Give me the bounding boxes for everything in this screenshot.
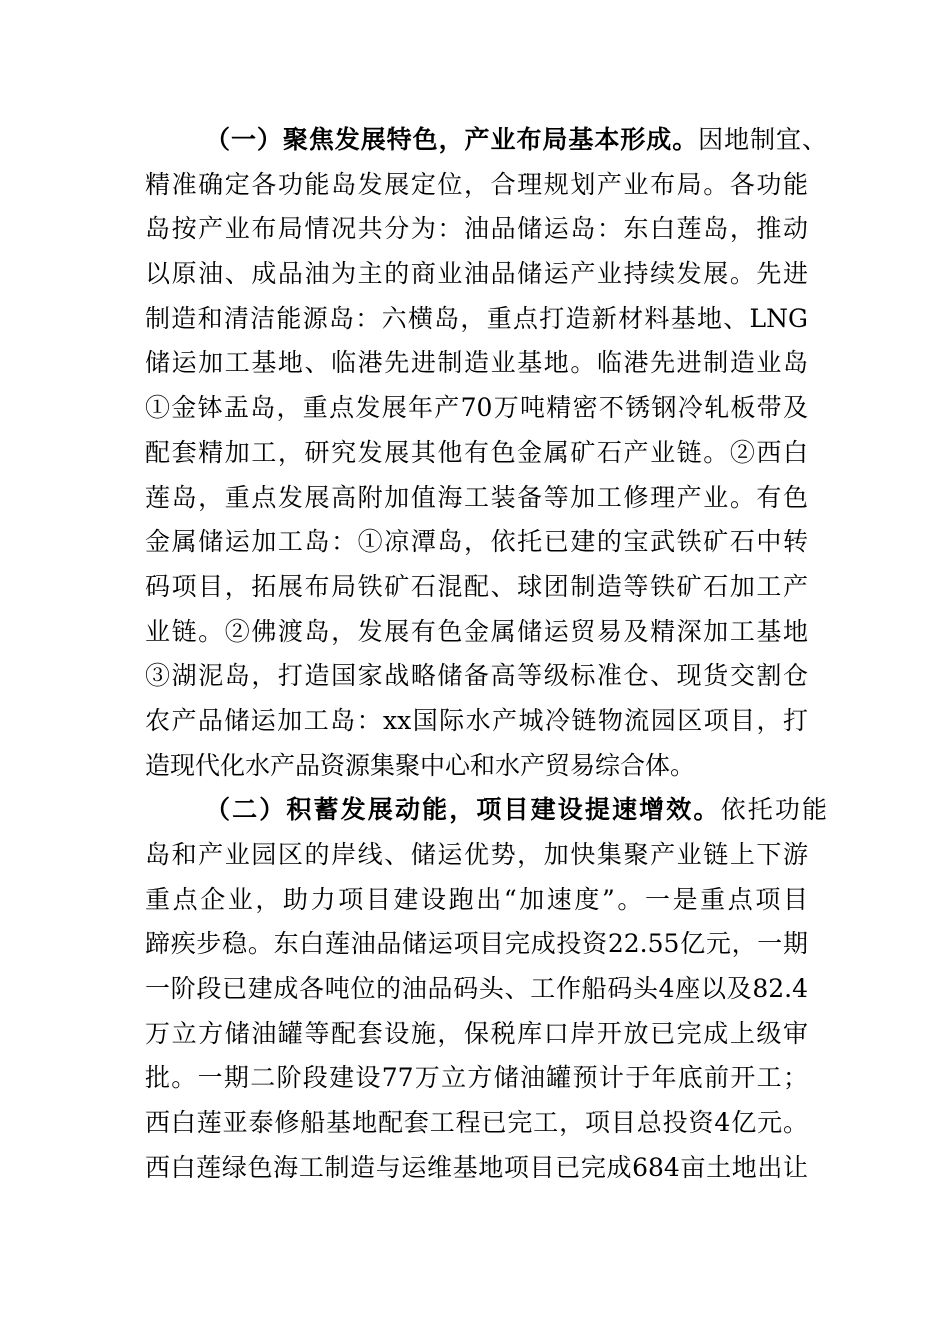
- text-line: 精准确定各功能岛发展定位，合理规划产业布局。各功能: [145, 169, 808, 199]
- paragraph-2-line-1: [205, 788, 827, 833]
- text: 依托功能: [720, 795, 827, 825]
- document-page: [145, 118, 827, 1191]
- text-line: 储运加工基地、临港先进制造业基地。临港先进制造业岛: [145, 348, 808, 378]
- text-line: 批。一期二阶段建设77万立方储油罐预计于年底前开工；: [145, 1063, 808, 1093]
- text-line: 金属储运加工岛：①凉潭岛，依托已建的宝武铁矿石中转: [145, 527, 808, 557]
- text-line: 西白莲绿色海工制造与运维基地项目已完成684亩土地出让: [145, 1152, 808, 1182]
- text-line: 码项目，拓展布局铁矿石混配、球团制造等铁矿石加工产: [145, 571, 808, 601]
- section-heading-1: （一）聚焦发展特色，产业布局基本形成。: [205, 125, 699, 154]
- text-line: 万立方储油罐等配套设施，保税库口岸开放已完成上级审: [145, 1018, 808, 1048]
- text-line: 以原油、成品油为主的商业油品储运产业持续发展。先进: [145, 259, 808, 289]
- section-heading-2: （二）积蓄发展动能，项目建设提速增效。: [205, 795, 721, 825]
- text-line: 业链。②佛渡岛，发展有色金属储运贸易及精深加工基地: [145, 616, 808, 646]
- text-line: 造现代化水产品资源集聚中心和水产贸易综合体。: [145, 750, 696, 780]
- text-line: 岛按产业布局情况共分为：油品储运岛：东白莲岛，推动: [145, 214, 808, 244]
- text-line: 岛和产业园区的岸线、储运优势，加快集聚产业链上下游: [145, 840, 808, 869]
- text-line: ①金钵盂岛，重点发展年产70万吨精密不锈钢冷轧板带及: [145, 393, 808, 423]
- text-line: 蹄疾步稳。东白莲油品储运项目完成投资22.55亿元，一期: [145, 929, 808, 959]
- text-line: 农产品储运加工岛：xx国际水产城冷链物流园区项目，打: [145, 705, 808, 735]
- text-line: 重点企业，助力项目建设跑出“加速度”。一是重点项目: [145, 884, 808, 914]
- paragraph-1-line-1: [205, 118, 827, 163]
- text-line: 一阶段已建成各吨位的油品码头、工作船码头4座以及82.4: [145, 974, 808, 1004]
- text-line: 配套精加工，研究发展其他有色金属矿石产业链。②西白: [145, 437, 808, 467]
- text-line: 西白莲亚泰修船基地配套工程已完工，项目总投资4亿元。: [145, 1108, 808, 1138]
- text: 因地制宜、: [698, 125, 827, 154]
- text-line: 莲岛，重点发展高附加值海工装备等加工修理产业。有色: [145, 482, 808, 512]
- text-line: 制造和清洁能源岛：六横岛，重点打造新材料基地、LNG: [145, 303, 808, 333]
- text-line: ③湖泥岛，打造国家战略储备高等级标准仓、现货交割仓: [145, 661, 808, 691]
